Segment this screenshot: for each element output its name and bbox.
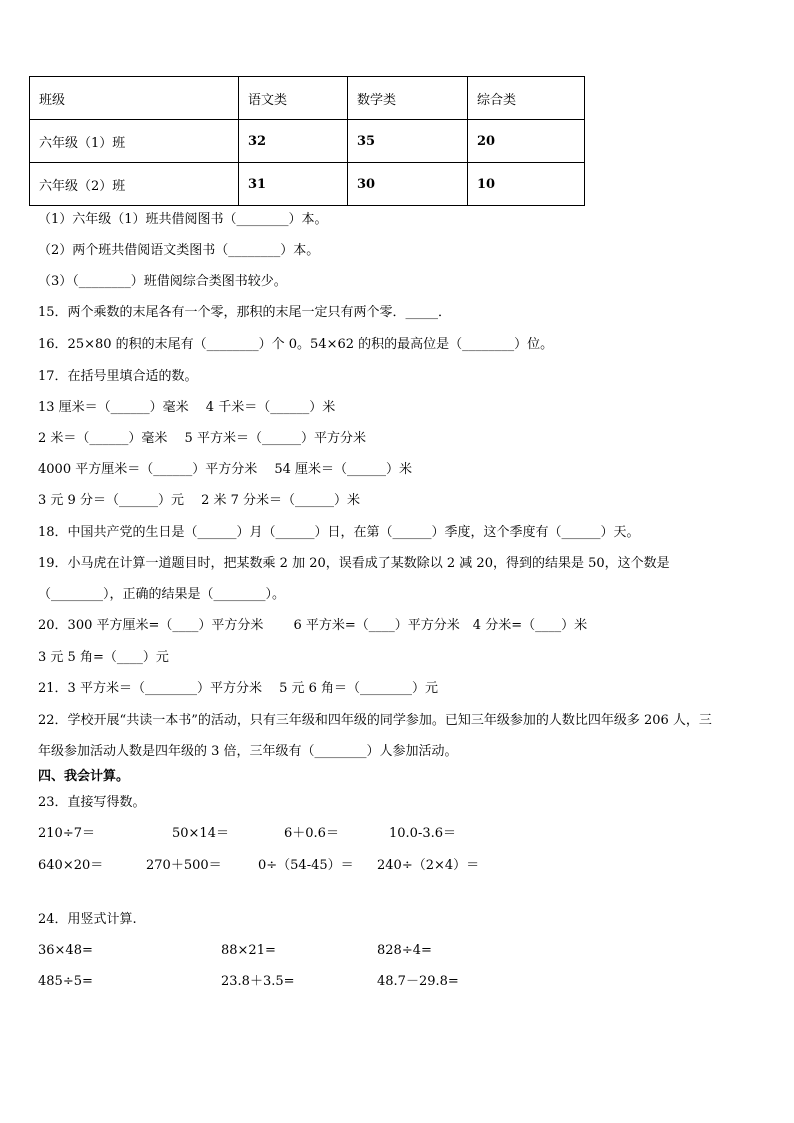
question-14-part-1: （1）六年级（1）班共借阅图书（________）本。 (38, 212, 328, 227)
q23-item: 640×20＝ (38, 858, 104, 873)
table-cell: 20 (468, 120, 585, 163)
question-17-row-1: 13 厘米＝（______）毫米 4 千米＝（______）米 (38, 400, 336, 415)
question-22-line-1: 22．学校开展“共读一本书”的活动，只有三年级和四年级的同学参加。已知三年级参加的人数比四年级多 206 人，三 (38, 713, 712, 728)
question-17-row-3: 4000 平方厘米＝（______）平方分米 54 厘米＝（______）米 (38, 462, 413, 477)
question-19-line-2: （________），正确的结果是（________）。 (38, 587, 286, 602)
table-header-cell: 数学类 (348, 77, 468, 120)
question-22-line-2: 年级参加活动人数是四年级的 3 倍，三年级有（________）人参加活动。 (38, 744, 458, 759)
question-24-title: 24．用竖式计算. (38, 912, 137, 927)
table-cell: 35 (348, 120, 468, 163)
borrowing-table (29, 76, 585, 206)
q23-item: 10.0-3.6＝ (389, 826, 457, 841)
table-cell: 六年级（2）班 (30, 163, 239, 206)
section-4-heading: 四、我会计算。 (38, 769, 130, 784)
question-17-row-2: 2 米＝（______）毫米 5 平方米＝（______）平方分米 (38, 431, 366, 446)
q23-item: 6＋0.6＝ (284, 826, 339, 841)
question-20-line-1: 20．300 平方厘米=（____）平方分米 6 平方米=（____）平方分米 4 分米=（____）米 (38, 618, 588, 633)
table-cell: 31 (239, 163, 348, 206)
question-23-title: 23．直接写得数。 (38, 795, 146, 810)
question-16: 16．25×80 的积的末尾有（________）个 0。54×62 的积的最高位是（________）位。 (38, 337, 554, 352)
question-20-line-2: 3 元 5 角=（____）元 (38, 650, 169, 665)
q24-item: 828÷4= (377, 943, 432, 958)
q23-item: 0÷（54-45）＝ (258, 858, 354, 873)
table-header-cell: 语文类 (239, 77, 348, 120)
table-cell: 10 (468, 163, 585, 206)
table-cell: 32 (239, 120, 348, 163)
table-cell: 六年级（1）班 (30, 120, 239, 163)
q24-item: 23.8＋3.5= (221, 974, 295, 989)
q23-item: 270＋500＝ (146, 858, 222, 873)
table-header-cell: 综合类 (468, 77, 585, 120)
question-15: 15．两个乘数的末尾各有一个零，那积的末尾一定只有两个零．_____． (38, 305, 452, 320)
question-17-title: 17．在括号里填合适的数。 (38, 369, 198, 384)
question-18: 18．中国共产党的生日是（______）月（______）日，在第（______）季度，这个季度有（______）天。 (38, 525, 640, 540)
q23-item: 240÷（2×4）＝ (377, 858, 480, 873)
q24-item: 485÷5= (38, 974, 93, 989)
q24-item: 48.7－29.8= (377, 974, 459, 989)
q24-item: 36×48= (38, 943, 93, 958)
q23-item: 210÷7＝ (38, 826, 95, 841)
question-14-part-3: （3）（________）班借阅综合类图书较少。 (38, 274, 287, 289)
table-row (30, 163, 585, 206)
q24-item: 88×21= (221, 943, 276, 958)
table-header-cell: 班级 (30, 77, 239, 120)
question-14-part-2: （2）两个班共借阅语文类图书（________）本。 (38, 243, 320, 258)
table-row (30, 120, 585, 163)
question-17-row-4: 3 元 9 分＝（______）元 2 米 7 分米＝（______）米 (38, 493, 361, 508)
q23-item: 50×14＝ (172, 826, 229, 841)
table-header-row (30, 77, 585, 120)
question-19-line-1: 19．小马虎在计算一道题目时，把某数乘 2 加 20，误看成了某数除以 2 减 20，得到的结果是 50，这个数是 (38, 556, 670, 571)
table-cell: 30 (348, 163, 468, 206)
question-21: 21．3 平方米＝（________）平方分米 5 元 6 角＝（________）元 (38, 681, 439, 696)
